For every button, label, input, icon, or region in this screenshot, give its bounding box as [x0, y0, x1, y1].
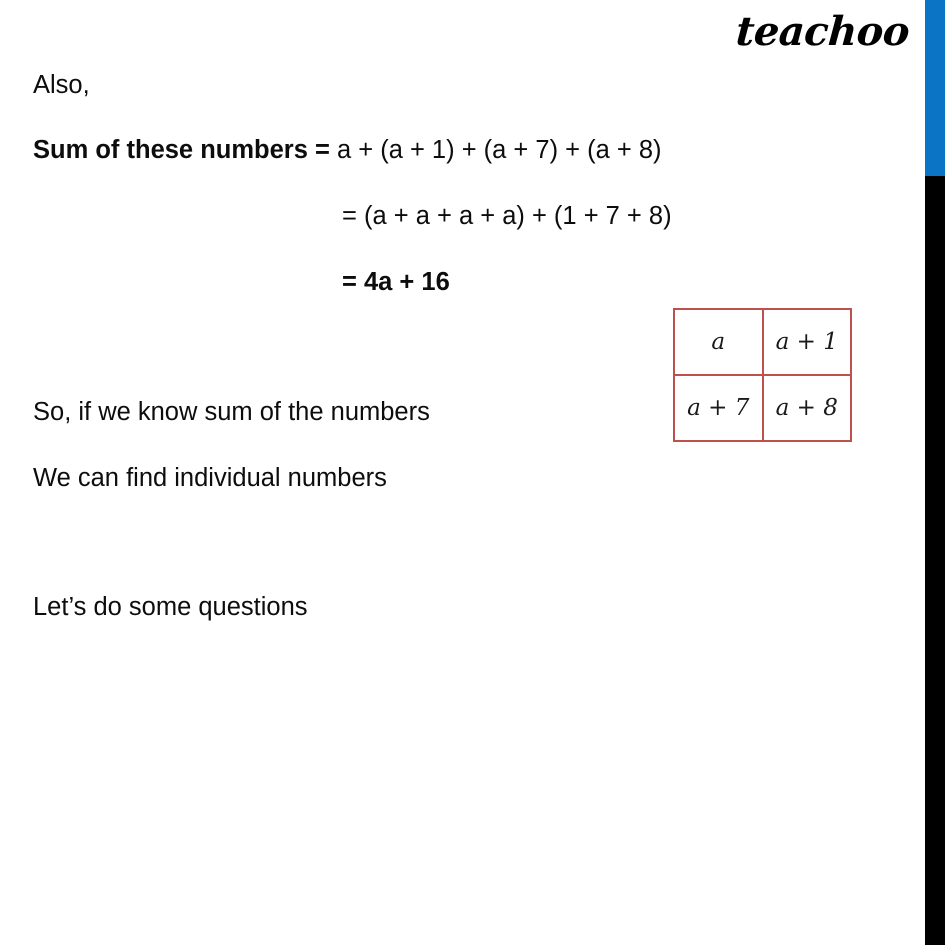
text-sum-label: Sum of these numbers =	[33, 136, 337, 164]
right-edge-blue-bar	[925, 0, 945, 176]
text-sum-expression: a + (a + 1) + (a + 7) + (a + 8)	[336, 136, 662, 164]
text-find-individual-numbers: We can find individual numbers	[33, 464, 387, 492]
cell-value-a-plus-8: a + 8	[775, 395, 838, 421]
text-also: Also,	[33, 71, 90, 99]
table-row	[674, 309, 851, 375]
table-cell-r2c1	[674, 375, 763, 441]
text-simplified-result: = 4a + 16	[342, 268, 450, 296]
numbers-grid-table	[673, 308, 852, 442]
cell-value-a: a	[711, 329, 726, 355]
right-edge-black-bar	[925, 176, 945, 945]
text-lets-do-some-questions: Let’s do some questions	[33, 593, 308, 621]
cell-value-a-plus-1: a + 1	[775, 329, 838, 355]
text-grouped-expression: = (a + a + a + a) + (1 + 7 + 8)	[342, 202, 672, 230]
cell-value-a-plus-7: a + 7	[687, 395, 750, 421]
teachoo-logo: teachoo	[734, 8, 911, 55]
table-row	[674, 375, 851, 441]
text-sum-of-these-numbers	[33, 138, 662, 164]
table-cell-r1c2	[763, 309, 852, 375]
table-cell-r2c2	[763, 375, 852, 441]
text-if-we-know-sum: So, if we know sum of the numbers	[33, 398, 430, 426]
table-cell-r1c1	[674, 309, 763, 375]
